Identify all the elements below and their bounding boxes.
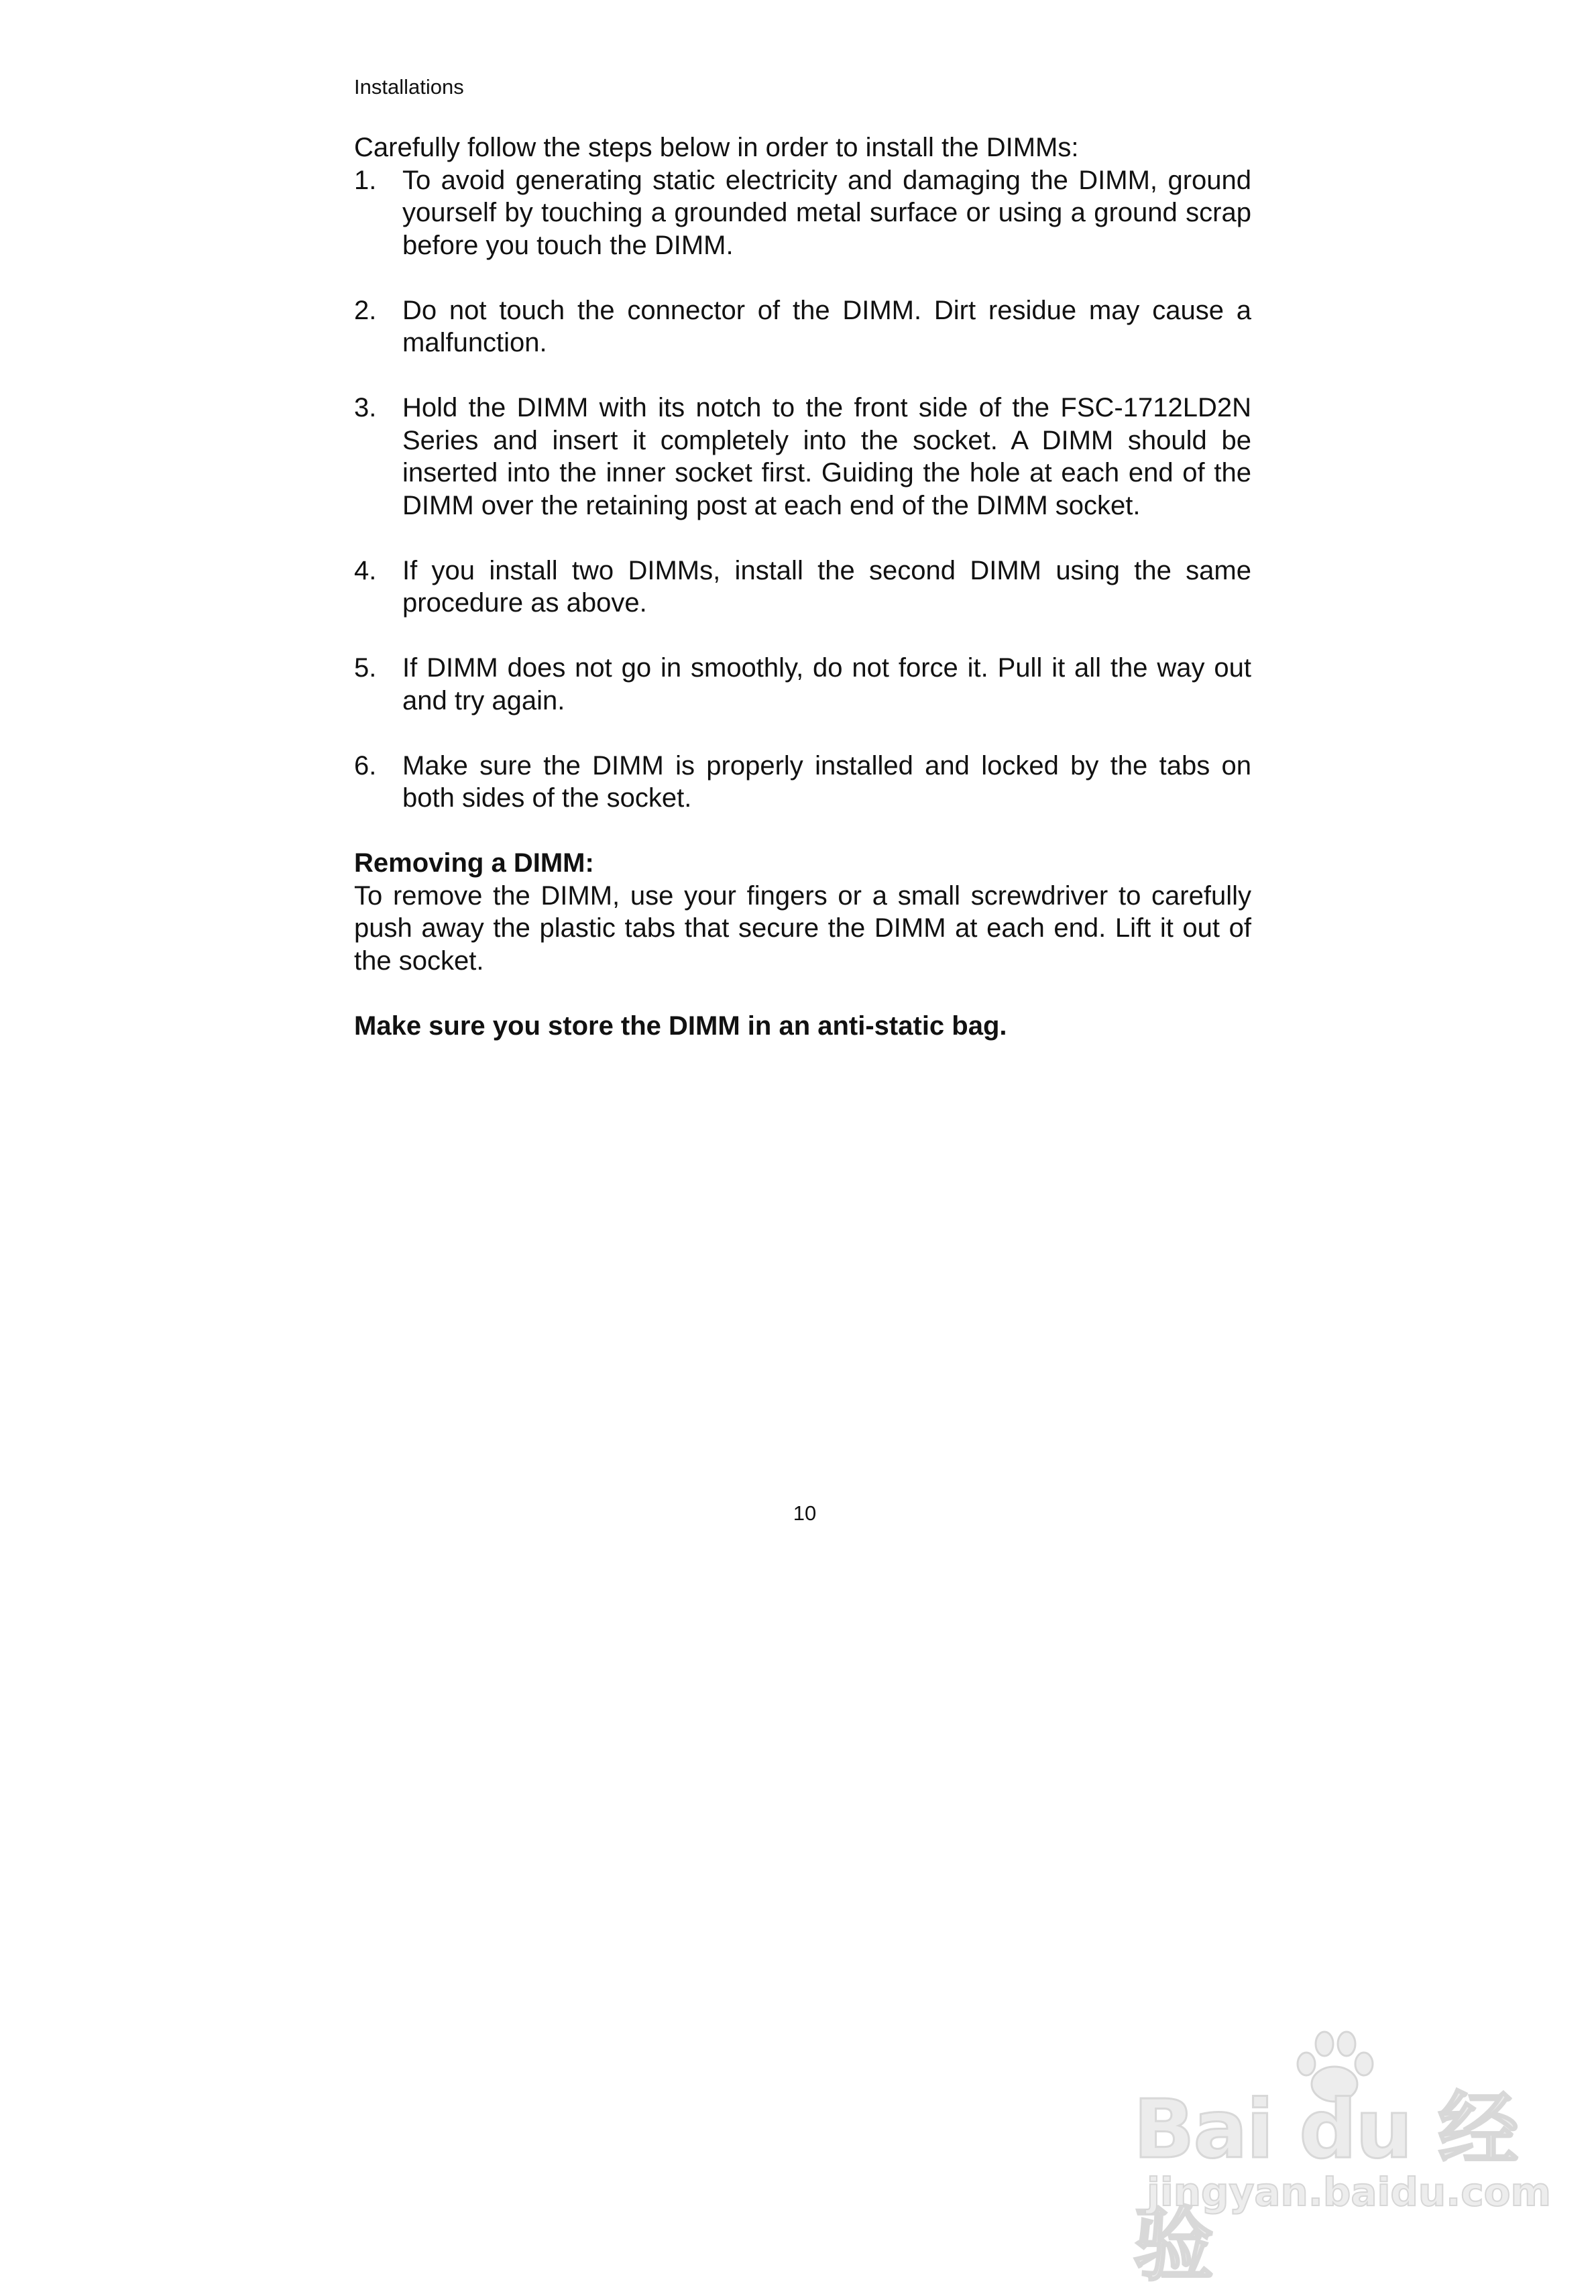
- step-number: 1.: [354, 165, 377, 195]
- intro-text: Carefully follow the steps below in order to install the DIMMs:: [354, 133, 1079, 162]
- installation-steps: [354, 164, 1251, 815]
- step-item: [354, 652, 1251, 717]
- step-text: If DIMM does not go in smoothly, do not force it. Pull it all the way out and try again.: [402, 653, 1251, 715]
- running-header: Installations: [354, 75, 464, 99]
- step-item: [354, 555, 1251, 620]
- step-number: 4.: [354, 555, 377, 585]
- step-number: 6.: [354, 750, 377, 781]
- step-number: 2.: [354, 295, 377, 325]
- removing-text: To remove the DIMM, use your fingers or a small screwdriver to carefully push away the plastic tabs that secure the DIMM at each end. Lift it out of the socket.: [354, 880, 1251, 976]
- step-item: [354, 750, 1251, 815]
- baidu-watermark: [1133, 2025, 1551, 2292]
- step-text: Make sure the DIMM is properly installed and locked by the tabs on both sides of the socket.: [402, 750, 1251, 813]
- page-number: 10: [793, 1501, 817, 1525]
- storage-warning: Make sure you store the DIMM in an anti-static bag.: [354, 1011, 1007, 1041]
- step-item: [354, 164, 1251, 262]
- step-text: Hold the DIMM with its notch to the front side of the FSC-1712LD2N Series and insert it completely into the socket. A DIMM should be inserted into the inner socket first. Guiding the hole at each end of the DIMM over the retaining post at each end of the DIMM socket.: [402, 393, 1251, 520]
- step-number: 3.: [354, 393, 377, 422]
- page-body: [354, 131, 1251, 1042]
- watermark-url: jingyan.baidu.com: [1147, 2169, 1551, 2215]
- watermark-logo-text: Bai du 经验: [1133, 2083, 1518, 2292]
- step-item: [354, 392, 1251, 522]
- step-text: If you install two DIMMs, install the second DIMM using the same procedure as above.: [402, 555, 1251, 618]
- step-text: To avoid generating static electricity and damaging the DIMM, ground yourself by touching a grounded metal surface or using a ground scrap before you touch the DIMM.: [402, 165, 1251, 260]
- step-item: [354, 294, 1251, 359]
- step-text: Do not touch the connector of the DIMM. Dirt residue may cause a malfunction.: [402, 295, 1251, 357]
- removing-title: Removing a DIMM:: [354, 848, 594, 878]
- step-number: 5.: [354, 653, 377, 683]
